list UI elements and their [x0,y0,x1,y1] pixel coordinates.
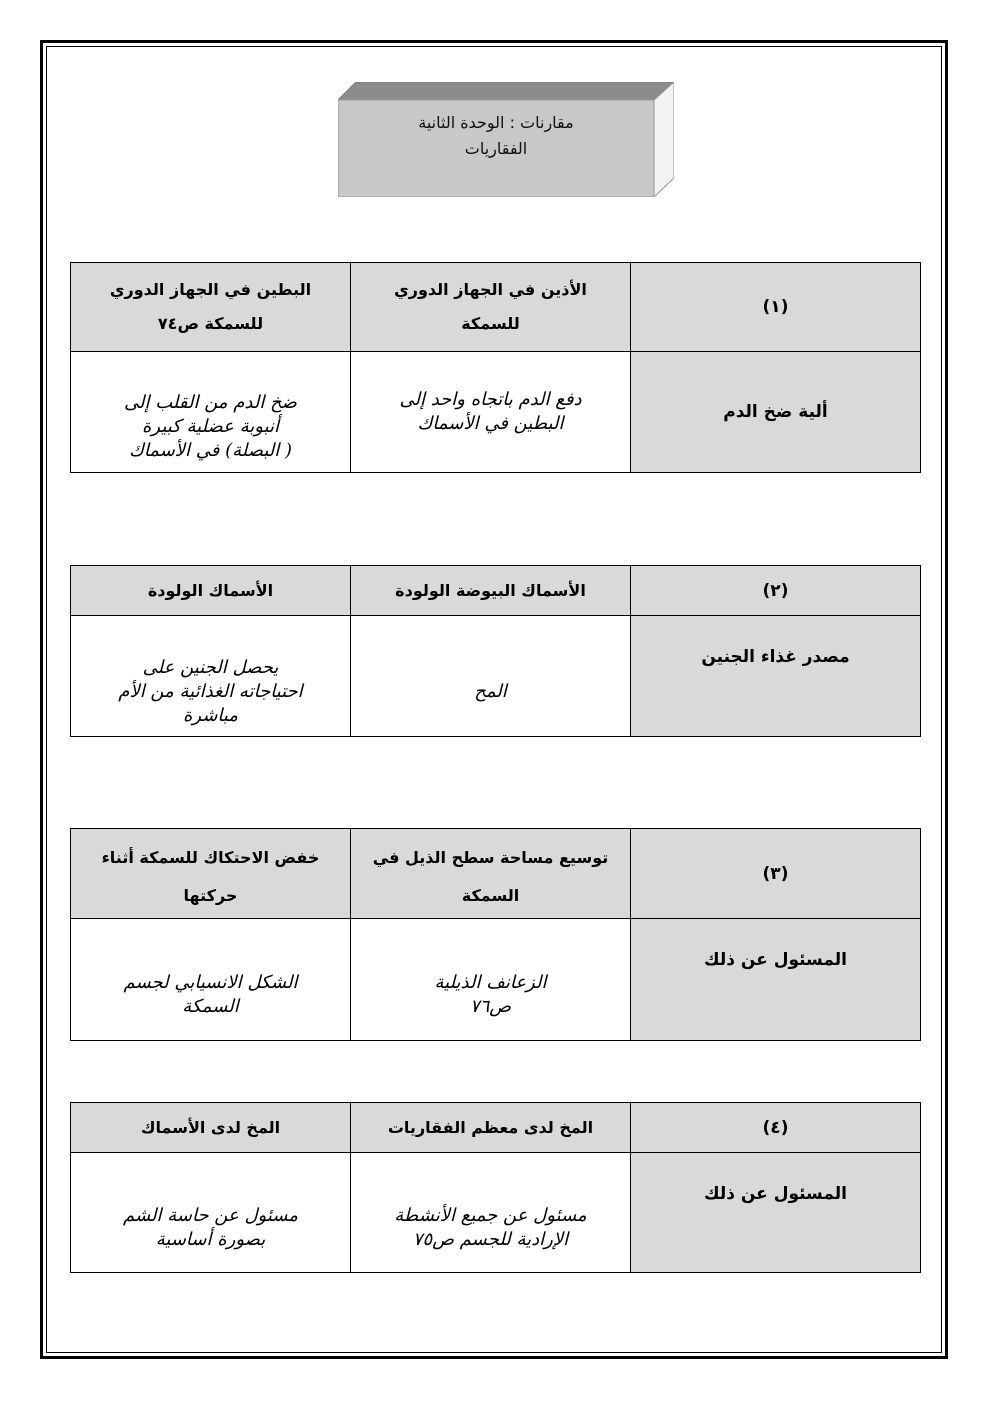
column-a-header: المخ لدى معظم الفقاريات [351,1103,631,1153]
title-line-1: مقارنات : الوحدة الثانية [418,113,574,132]
table-value-row [71,919,921,1041]
row-label: مصدر غذاء الجنين [630,616,920,737]
table-value-row [71,352,921,473]
value-b: يحصل الجنين على احتياجاته الغذائية من الأم مباشرة [71,616,351,737]
value-a: مسئول عن جميع الأنشطة الإرادية للجسم ص٧٥ [351,1153,631,1273]
value-b: الشكل الانسيابي لجسم السمكة [71,919,351,1041]
column-a-header: توسيع مساحة سطح الذيل في السمكة [351,829,631,919]
table-value-row [71,616,921,737]
value-b: مسئول عن حاسة الشم بصورة أساسية [71,1153,351,1273]
table-header-row [71,829,921,919]
table-header-row [71,263,921,352]
table-number: (٢) [630,566,920,616]
row-label: المسئول عن ذلك [630,1153,920,1273]
title-text [338,110,654,162]
column-a-header: الأسماك البيوضة الولودة [351,566,631,616]
table-number: (٣) [630,829,920,919]
value-a: المح [351,616,631,737]
comparison-table-1 [70,262,921,473]
column-a-header: الأذين في الجهاز الدوري للسمكة [351,263,631,352]
value-b: ضخ الدم من القلب إلى أنبوبة عضلية كبيرة ( البصلة) في الأسماك [71,352,351,473]
value-a: دفع الدم باتجاه واحد إلى البطين في الأسماك [351,352,631,473]
column-b-header: الأسماك الولودة [71,566,351,616]
table-header-row [71,566,921,616]
row-label: ألية ضخ الدم [630,352,920,473]
column-b-header: خفض الاحتكاك للسمكة أثناء حركتها [71,829,351,919]
table-value-row [71,1153,921,1273]
title-box [338,82,674,197]
column-b-header: المخ لدى الأسماك [71,1103,351,1153]
table-number: (١) [630,263,920,352]
column-b-header: البطين في الجهاز الدوري للسمكة ص٧٤ [71,263,351,352]
comparison-table-2 [70,565,921,737]
row-label: المسئول عن ذلك [630,919,920,1041]
title-line-2: الفقاريات [464,139,528,158]
comparison-table-3 [70,828,921,1041]
comparison-table-4 [70,1102,921,1273]
value-a: الزعانف الذيلية ص٧٦ [351,919,631,1041]
table-number: (٤) [630,1103,920,1153]
table-header-row [71,1103,921,1153]
